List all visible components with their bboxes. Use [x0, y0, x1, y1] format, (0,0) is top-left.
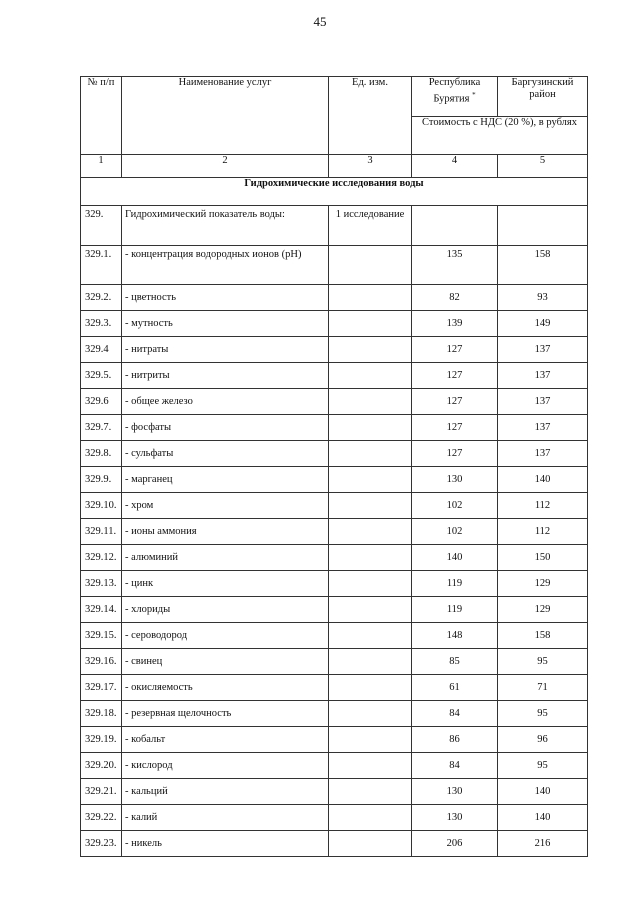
- price-table: [80, 76, 588, 857]
- row-service-name: Гидрохимический показатель воды:: [122, 206, 329, 246]
- row-price-republic: 84: [412, 701, 498, 727]
- row-price-republic: 130: [412, 805, 498, 831]
- table-row: [81, 805, 588, 831]
- table-row: [81, 753, 588, 779]
- row-price-district: 216: [498, 831, 588, 857]
- row-num: 329.4: [81, 337, 122, 363]
- row-price-district: 95: [498, 753, 588, 779]
- row-num: 329.22.: [81, 805, 122, 831]
- row-price-republic: 135: [412, 246, 498, 285]
- table-row: [81, 285, 588, 311]
- row-unit: [329, 493, 412, 519]
- row-price-republic: 127: [412, 337, 498, 363]
- row-unit: [329, 597, 412, 623]
- row-unit: [329, 415, 412, 441]
- row-price-district: 95: [498, 649, 588, 675]
- row-price-district: 112: [498, 519, 588, 545]
- row-price-republic: 82: [412, 285, 498, 311]
- row-price-district: [498, 206, 588, 246]
- row-price-district: 71: [498, 675, 588, 701]
- row-unit: [329, 246, 412, 285]
- row-unit: [329, 311, 412, 337]
- row-service-name: - сульфаты: [122, 441, 329, 467]
- row-unit: [329, 545, 412, 571]
- row-price-republic: 127: [412, 415, 498, 441]
- row-price-district: 140: [498, 805, 588, 831]
- table-row: [81, 675, 588, 701]
- row-price-republic: 148: [412, 623, 498, 649]
- row-price-republic: 119: [412, 571, 498, 597]
- row-unit: [329, 779, 412, 805]
- row-service-name: - марганец: [122, 467, 329, 493]
- row-num: 329.3.: [81, 311, 122, 337]
- table-row: [81, 597, 588, 623]
- column-number-1: 1: [81, 155, 122, 178]
- column-number-4: 4: [412, 155, 498, 178]
- table-row: [81, 519, 588, 545]
- row-num: 329.12.: [81, 545, 122, 571]
- table-row: [81, 831, 588, 857]
- row-service-name: - общее железо: [122, 389, 329, 415]
- table-row: [81, 363, 588, 389]
- row-unit: [329, 571, 412, 597]
- row-price-republic: 61: [412, 675, 498, 701]
- row-price-district: 149: [498, 311, 588, 337]
- row-unit: [329, 831, 412, 857]
- row-num: 329.5.: [81, 363, 122, 389]
- row-num: 329.21.: [81, 779, 122, 805]
- row-service-name: - мутность: [122, 311, 329, 337]
- row-num: 329.6: [81, 389, 122, 415]
- row-price-republic: 140: [412, 545, 498, 571]
- table-row: [81, 246, 588, 285]
- column-number-2: 2: [122, 155, 329, 178]
- row-num: 329.17.: [81, 675, 122, 701]
- header-cost-caption: Стоимость с НДС (20 %), в рублях: [412, 117, 588, 155]
- header-unit: Ед. изм.: [329, 77, 412, 155]
- row-price-republic: 130: [412, 467, 498, 493]
- row-service-name: - ионы аммония: [122, 519, 329, 545]
- row-price-republic: 127: [412, 441, 498, 467]
- row-price-district: 150: [498, 545, 588, 571]
- column-number-3: 3: [329, 155, 412, 178]
- row-unit: [329, 363, 412, 389]
- row-unit: [329, 753, 412, 779]
- row-price-district: 137: [498, 389, 588, 415]
- row-price-district: 95: [498, 701, 588, 727]
- row-service-name: - кальций: [122, 779, 329, 805]
- row-num: 329.11.: [81, 519, 122, 545]
- row-unit: [329, 441, 412, 467]
- table-row: [81, 415, 588, 441]
- row-service-name: - никель: [122, 831, 329, 857]
- row-num: 329.19.: [81, 727, 122, 753]
- row-price-district: 158: [498, 246, 588, 285]
- table-row: [81, 701, 588, 727]
- row-service-name: - нитраты: [122, 337, 329, 363]
- row-service-name: - кобальт: [122, 727, 329, 753]
- row-price-district: 129: [498, 571, 588, 597]
- table-row: [81, 545, 588, 571]
- row-unit: [329, 675, 412, 701]
- header-num: № п/п: [81, 77, 122, 155]
- table-row: [81, 779, 588, 805]
- table-row: [81, 389, 588, 415]
- row-unit: [329, 701, 412, 727]
- row-service-name: - концентрация водородных ионов (pH): [122, 246, 329, 285]
- row-num: 329.16.: [81, 649, 122, 675]
- table-row: [81, 441, 588, 467]
- row-service-name: - хром: [122, 493, 329, 519]
- row-num: 329.14.: [81, 597, 122, 623]
- row-unit: [329, 467, 412, 493]
- row-service-name: - калий: [122, 805, 329, 831]
- row-unit: [329, 519, 412, 545]
- row-service-name: - цветность: [122, 285, 329, 311]
- row-price-district: 96: [498, 727, 588, 753]
- row-price-district: 129: [498, 597, 588, 623]
- row-service-name: - сероводород: [122, 623, 329, 649]
- row-unit: 1 исследование: [329, 206, 412, 246]
- parent-row: [81, 206, 588, 246]
- row-num: 329.18.: [81, 701, 122, 727]
- column-number-row: [81, 155, 588, 178]
- row-num: 329.10.: [81, 493, 122, 519]
- table-row: [81, 493, 588, 519]
- table-row: [81, 467, 588, 493]
- table-row: [81, 623, 588, 649]
- row-num: 329.2.: [81, 285, 122, 311]
- row-unit: [329, 337, 412, 363]
- header-republic-label: Республика Бурятия: [428, 77, 481, 105]
- row-price-district: 158: [498, 623, 588, 649]
- row-price-district: 140: [498, 779, 588, 805]
- row-price-republic: 127: [412, 363, 498, 389]
- section-row: [81, 178, 588, 206]
- row-price-republic: 127: [412, 389, 498, 415]
- row-num: 329.8.: [81, 441, 122, 467]
- row-price-republic: [412, 206, 498, 246]
- row-num: 329.23.: [81, 831, 122, 857]
- row-service-name: - хлориды: [122, 597, 329, 623]
- table-row: [81, 571, 588, 597]
- row-price-district: 140: [498, 467, 588, 493]
- row-price-republic: 86: [412, 727, 498, 753]
- row-price-republic: 206: [412, 831, 498, 857]
- table-row: [81, 337, 588, 363]
- row-service-name: - окисляемость: [122, 675, 329, 701]
- row-service-name: - свинец: [122, 649, 329, 675]
- row-price-republic: 102: [412, 519, 498, 545]
- row-unit: [329, 727, 412, 753]
- row-price-district: 137: [498, 337, 588, 363]
- row-service-name: - цинк: [122, 571, 329, 597]
- row-unit: [329, 389, 412, 415]
- row-num: 329.7.: [81, 415, 122, 441]
- row-service-name: - кислород: [122, 753, 329, 779]
- row-price-republic: 119: [412, 597, 498, 623]
- row-unit: [329, 285, 412, 311]
- row-price-republic: 85: [412, 649, 498, 675]
- row-service-name: - фосфаты: [122, 415, 329, 441]
- row-num: 329.1.: [81, 246, 122, 285]
- row-num: 329.13.: [81, 571, 122, 597]
- column-number-5: 5: [498, 155, 588, 178]
- row-price-district: 137: [498, 363, 588, 389]
- header-row: [81, 77, 588, 117]
- row-service-name: - нитриты: [122, 363, 329, 389]
- table-row: [81, 727, 588, 753]
- page-number: 45: [313, 14, 327, 29]
- row-price-republic: 130: [412, 779, 498, 805]
- section-title: Гидрохимические исследования воды: [81, 178, 588, 206]
- header-service-name: Наименование услуг: [122, 77, 329, 155]
- row-service-name: - алюминий: [122, 545, 329, 571]
- table-row: [81, 311, 588, 337]
- row-num: 329.15.: [81, 623, 122, 649]
- row-service-name: - резервная щелочность: [122, 701, 329, 727]
- row-unit: [329, 649, 412, 675]
- row-price-district: 112: [498, 493, 588, 519]
- row-num: 329.20.: [81, 753, 122, 779]
- row-unit: [329, 623, 412, 649]
- row-num: 329.9.: [81, 467, 122, 493]
- row-unit: [329, 805, 412, 831]
- row-num: 329.: [81, 206, 122, 246]
- row-price-republic: 102: [412, 493, 498, 519]
- header-republic-mark: *: [472, 91, 476, 99]
- row-price-district: 137: [498, 415, 588, 441]
- header-republic: [412, 77, 498, 117]
- row-price-district: 93: [498, 285, 588, 311]
- row-price-republic: 139: [412, 311, 498, 337]
- row-price-republic: 84: [412, 753, 498, 779]
- header-district: Баргузинский район: [498, 77, 588, 117]
- table-row: [81, 649, 588, 675]
- row-price-district: 137: [498, 441, 588, 467]
